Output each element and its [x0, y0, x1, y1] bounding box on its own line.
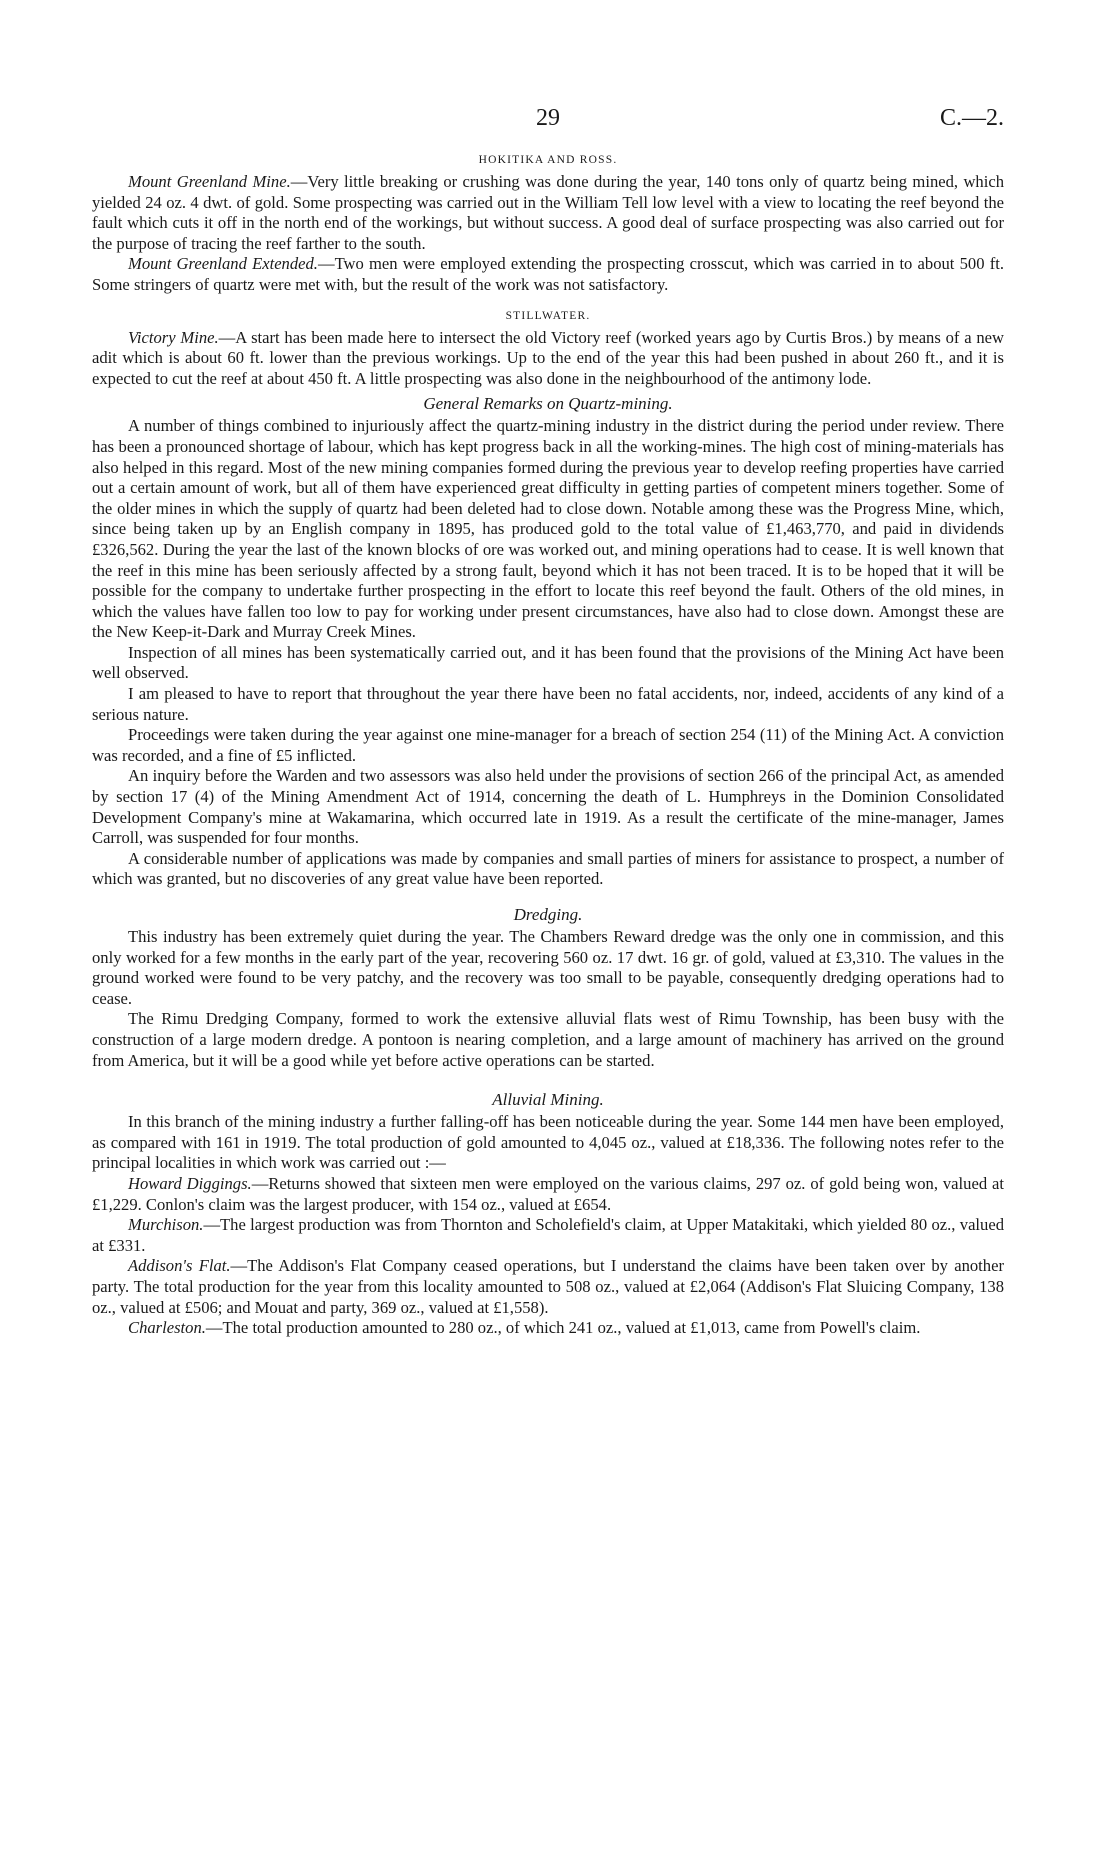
paragraph-murchison — [92, 1215, 1004, 1256]
paragraph-text: —The Addison's Flat Company ceased operations, but I understand the claims have been taken over by another party. The total production for the year from this locality amounted to 508 oz., valued at £2,064 (Addison's Flat Sluicing Company, 138 oz., valued at £506; and Mouat and party, 369 oz., valued at £1,558). — [92, 1256, 1004, 1317]
paragraph-lead: Mount Greenland Mine. — [128, 172, 291, 191]
paragraph-victory-mine — [92, 328, 1004, 390]
section-heading: Alluvial Mining. — [492, 1090, 604, 1110]
paragraph-lead: Mount Greenland Extended. — [128, 254, 318, 274]
paragraph: An inquiry before the Warden and two assessors was also held under the provisions of section 266 of the principal Act, as amended by section 17 (4) of the Mining Amendment Act of 1914, concerning the death of L. Humphreys in the Dominion Consolidated Development Company's mine at Wakamarina, which occurred late in 1919. As a result the certificate of the mine-manager, James Carroll, was suspended for four months. — [92, 766, 1004, 848]
section-heading: HOKITIKA AND ROSS. — [478, 154, 618, 166]
document-reference: C.—2. — [939, 105, 1004, 131]
page-header — [92, 105, 1004, 140]
paragraph-lead: Addison's Flat. — [128, 1256, 231, 1276]
paragraph-howard-diggings — [92, 1174, 1004, 1215]
paragraph-text: —Returns showed that sixteen men were employed on the various claims, 297 oz. of gold being won, valued at £1,229. Conlon's claim was the largest producer, with 154 oz., valued at £654. — [92, 1173, 1004, 1214]
paragraph-text: —Two men were employed extending the prospecting crosscut, which was carried in to about 500 ft. Some stringers of quartz were met with, but the result of the work was not satisfactory. — [92, 254, 1004, 294]
section-dredging — [92, 904, 1004, 1071]
paragraph-lead: Howard Diggings. — [128, 1173, 252, 1193]
paragraph: This industry has been extremely quiet during the year. The Chambers Reward dredge was the only one in commission, and this only worked for a few months in the early part of the year, recovering 560 oz. 17 dwt. 16 gr. of gold, valued at £3,310. The values in the ground worked were found to be very patchy, and the recovery was too small to be payable, consequently dredging operations had to cease. — [92, 927, 1004, 1008]
section-stillwater — [92, 308, 1004, 390]
paragraph: A number of things combined to injuriously affect the quartz-mining industry in the district during the period under review. There has been a pronounced shortage of labour, which has kept progress back in all the working-mines. The high cost of mining-materials has also helped in this regard. Most of the new mining companies formed during the previous year to develop reefing properties have carried out a certain amount of work, but all of them have experienced great difficulty in getting parties of competent miners together. Some of the older mines in which the supply of quartz had been deleted had to close down. Notable among these was the Progress Mine, which, since being taken up by an English company in 1895, has produced gold to the total value of £1,463,770, and paid in dividends £326,562. During the year the last of the known blocks of ore was worked out, and mining operations had to cease. It is well known that the reef in this mine has been seriously affected by a strong fault, beyond which it has not been traced. It is to be hoped that it will be possible for the company to undertake further prospecting in the effort to locate this reef beyond the fault. Others of the old mines, in which the values have fallen too low to pay for working under present circumstances, have also had to close down. Amongst these are the New Keep-it-Dark and Murray Creek Mines. — [92, 416, 1004, 642]
paragraph-addisons-flat — [92, 1256, 1004, 1318]
paragraph: A considerable number of applications was made by companies and small parties of miners for assistance to prospect, a number of which was granted, but no discoveries of any great value have been reported. — [92, 848, 1004, 889]
paragraph-charleston — [92, 1318, 1004, 1339]
paragraph-text: —A start has been made here to intersect the old Victory reef (worked years ago by Curtis Bros.) by means of a new adit which is about 60 ft. lower than the previous workings. Up to the end of the year this had been pushed in about 260 ft., and it is expected to cut the reef at about 450 ft. A little prospecting was also done in the neighbourhood of the antimony lode. — [92, 327, 1004, 388]
section-heading: General Remarks on Quartz-mining. — [423, 394, 673, 414]
paragraph: In this branch of the mining industry a further falling-off has been noticeable during the year. Some 144 men have been employed, as compared with 161 in 1919. The total production of gold amounted to 4,045 oz., valued at £18,336. The following notes refer to the principal localities in which work was carried out :— — [92, 1112, 1004, 1173]
section-hokitika-ross — [92, 152, 1004, 296]
page-number: 29 — [536, 105, 560, 131]
section-alluvial-mining — [92, 1089, 1004, 1339]
paragraph: I am pleased to have to report that throughout the year there have been no fatal accidents, nor, indeed, accidents of any kind of a serious nature. — [92, 684, 1004, 724]
paragraph: The Rimu Dredging Company, formed to work the extensive alluvial flats west of Rimu Township, has been busy with the construction of a large modern dredge. A pontoon is nearing completion, and a large amount of machinery has arrived on the ground from America, but it will be a good while yet before active operations can be started. — [92, 1009, 1004, 1070]
paragraph: Proceedings were taken during the year against one mine-manager for a breach of section 254 (11) of the Mining Act. A conviction was recorded, and a fine of £5 inflicted. — [92, 725, 1004, 765]
paragraph-mount-greenland-mine — [92, 172, 1004, 254]
section-heading: STILLWATER. — [505, 309, 591, 322]
paragraph-lead: Charleston. — [128, 1318, 206, 1338]
paragraph-mount-greenland-extended — [92, 254, 1004, 295]
paragraph-text: —The total production amounted to 280 oz., of which 241 oz., valued at £1,013, came from Powell's claim. — [205, 1318, 921, 1338]
section-general-remarks — [92, 393, 1004, 890]
paragraph-text: —Very little breaking or crushing was done during the year, 140 tons only of quartz being mined, which yielded 24 oz. 4 dwt. of gold. Some prospecting was carried out in the William Tell low level with a view to locating the reef beyond the fault which cuts it off in the north end of the workings, but without success. A good deal of surface prospecting was also carried out for the purpose of tracing the reef farther to the south. — [92, 172, 1005, 253]
paragraph-lead: Murchison. — [128, 1215, 204, 1235]
section-heading: Dredging. — [513, 905, 583, 924]
paragraph-lead: Victory Mine. — [128, 327, 219, 347]
report-page — [92, 105, 1005, 1339]
paragraph: Inspection of all mines has been systematically carried out, and it has been found that the provisions of the Mining Act have been well observed. — [92, 642, 1004, 683]
paragraph-text: —The largest production was from Thornton and Scholefield's claim, at Upper Matakitaki, which yielded 80 oz., valued at £331. — [92, 1215, 1004, 1255]
